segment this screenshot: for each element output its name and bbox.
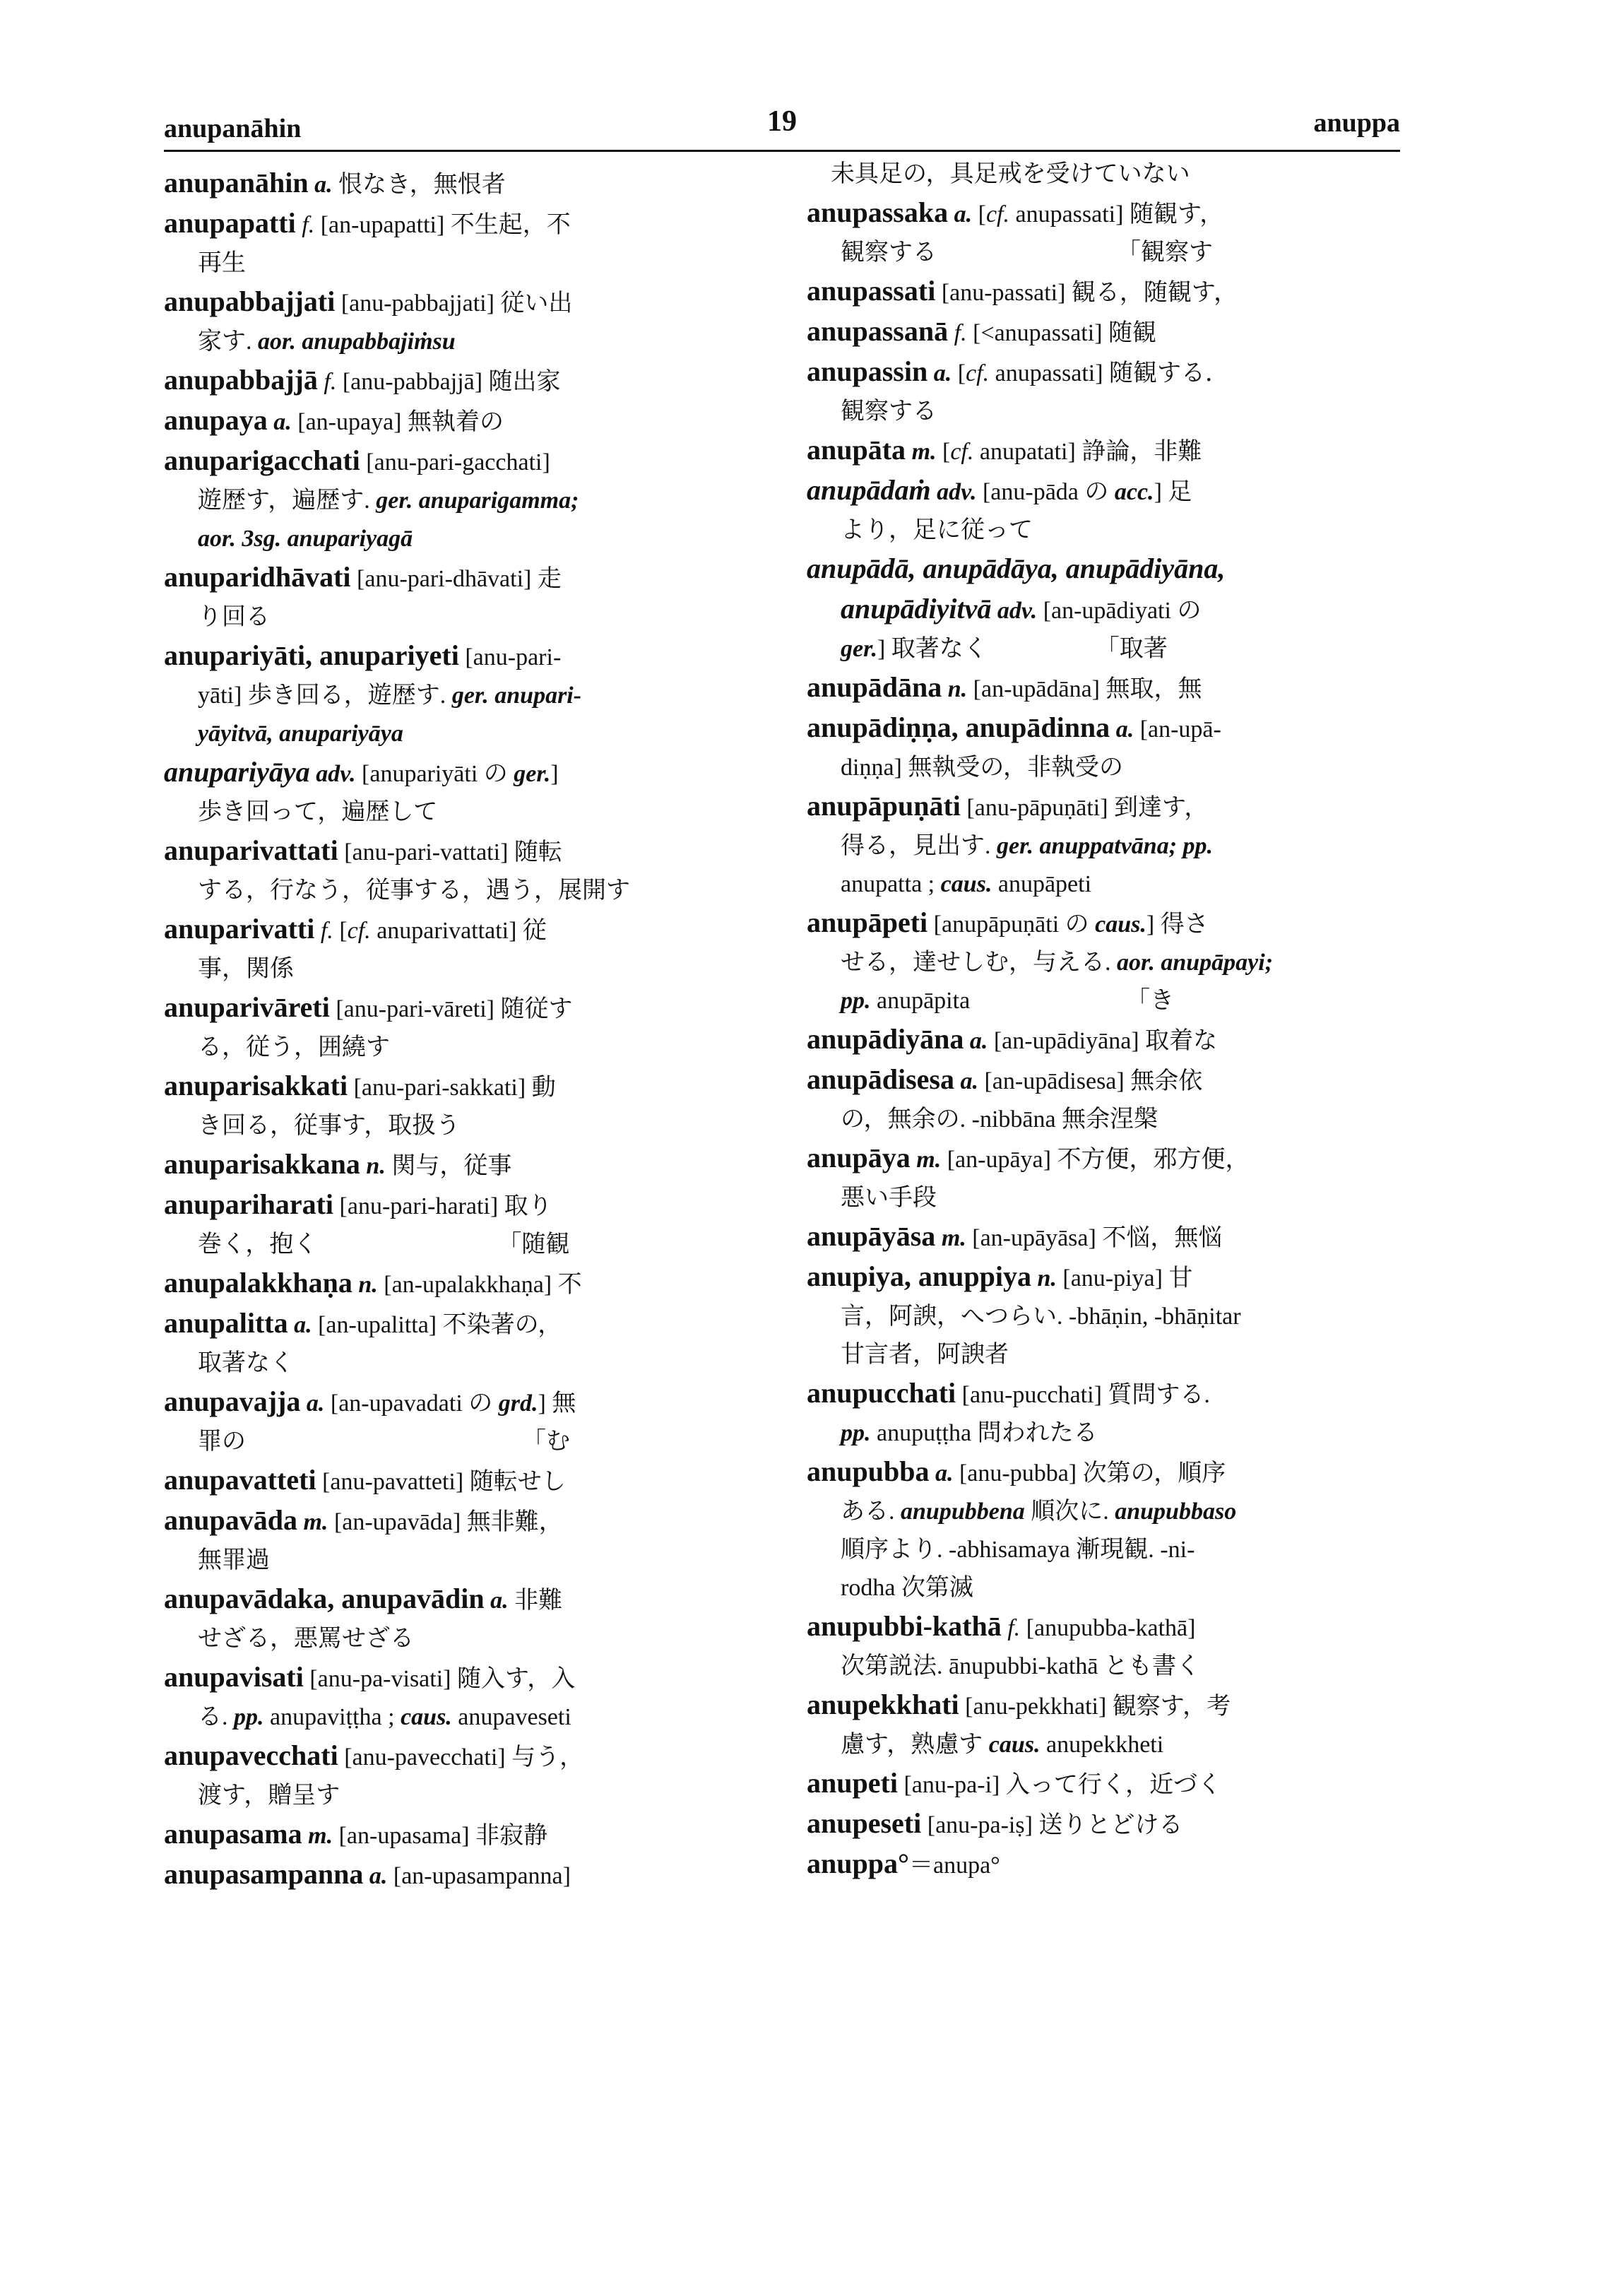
entry-line: anupiya, anuppiya n. [anu-piya] 甘 — [807, 1260, 1193, 1292]
dictionary-entry — [807, 1374, 1400, 1453]
entry-line: anupādiṇṇa, anupādinna a. [an-upā- — [807, 711, 1221, 743]
entry-continuation: 慮す，熟慮す caus. anupekkheti — [841, 1732, 1164, 1758]
dictionary-entry — [807, 787, 1400, 904]
right-column — [807, 155, 1400, 1885]
entry-line: anupassati [anu-passati] 観る，随観す， — [807, 275, 1238, 307]
dictionary-entry — [164, 401, 757, 442]
dictionary-entry — [164, 1383, 757, 1461]
entry-continuation: ger.] 取著なく 「取著 — [841, 636, 1168, 662]
entry-continuation: pp. anupāpita 「き — [841, 988, 1175, 1014]
left-column — [164, 164, 757, 1896]
entry-continuation: pp. anupuṭṭha 問われたる — [841, 1420, 1098, 1446]
entry-continuation: 家す. aor. anupabbajiṁsu — [198, 329, 456, 355]
dictionary-entry — [807, 194, 1400, 272]
dictionary-entry — [164, 1501, 757, 1580]
entry-line: anupādaṁ adv. [anu-pāda の acc.] 足 — [807, 474, 1192, 506]
entry-line: anupavatteti [anu-pavatteti] 随転せし — [164, 1464, 566, 1496]
dictionary-entry — [807, 709, 1400, 787]
entry-line: anupabbajjati [anu-pabbajjati] 従い出 — [164, 285, 573, 317]
entry-line: anuparivattati [anu-pari-vattati] 随転 — [164, 834, 562, 866]
entry-continuation: 歩き回って，遍歴して — [198, 799, 438, 825]
dictionary-entry — [807, 1217, 1400, 1258]
entry-line: anuparigacchati [anu-pari-gacchati] — [164, 444, 550, 476]
entry-continuation: anupatta ; caus. anupāpeti — [841, 871, 1092, 897]
dictionary-entry — [164, 1737, 757, 1815]
dictionary-entry — [807, 1258, 1400, 1374]
entry-line: anupāyāsa m. [an-upāyāsa] 不悩，無悩 — [807, 1220, 1223, 1252]
entry-line: anupassaka a. [cf. anupassati] 随観す， — [807, 196, 1224, 228]
entry-continuation: る，従う，囲繞す — [198, 1034, 390, 1060]
entry-line: anupasama m. [an-upasama] 非寂静 — [164, 1818, 548, 1850]
dictionary-entry — [164, 1855, 757, 1896]
entry-line: anupeti [anu-pa-i] 入って行く，近づく — [807, 1767, 1222, 1799]
dictionary-entry — [164, 1186, 757, 1264]
dictionary-entry — [807, 1453, 1400, 1607]
entry-continuation: する，行なう，従事する，遇う，展開す — [198, 877, 630, 904]
entry-line: anupekkhati [anu-pekkhati] 観察す，考 — [807, 1689, 1231, 1720]
entry-continuation: せざる，悪罵せざる — [198, 1626, 414, 1652]
entry-line: anupavecchati [anu-pavecchati] 与う， — [164, 1739, 584, 1771]
entry-line: anupaya a. [an-upaya] 無執着の — [164, 404, 504, 436]
entry-continuation: 渡す，贈呈す — [198, 1782, 340, 1809]
entry-line: anupapatti f. [an-upapatti] 不生起，不 — [164, 207, 571, 239]
dictionary-entry — [807, 1020, 1400, 1060]
entry-line: 未具足の，具足戒を受けていない — [807, 161, 1190, 187]
entry-line: anupavajja a. [an-upavadati の grd.] 無 — [164, 1385, 576, 1417]
entry-continuation: 言，阿諛，へつらい. -bhāṇin, -bhāṇitar — [841, 1303, 1241, 1330]
entry-continuation: 罪の 「む — [198, 1429, 570, 1455]
entry-continuation: 遊歴す，遍歴す. ger. anuparigamma; — [198, 487, 579, 514]
entry-continuation: き回る，従事す，取扱う — [198, 1113, 461, 1139]
entry-continuation: 次第説法. ānupubbi-kathā とも書く — [841, 1653, 1200, 1679]
dictionary-entry — [807, 1804, 1400, 1845]
entry-line: anupavādaka, anupavādin a. 非難 — [164, 1583, 563, 1614]
entry-line: anupariyāti, anupariyeti [anu-pari- — [164, 639, 562, 671]
entry-continuation: 得る，見出す. ger. anuppatvāna; pp. — [841, 833, 1214, 859]
entry-continuation: 無罪過 — [198, 1547, 270, 1573]
entry-line: anupariyāya adv. [anupariyāti の ger.] — [164, 756, 559, 788]
entry-continuation: 甘言者，阿諛者 — [841, 1342, 1009, 1368]
header-rule — [164, 150, 1400, 152]
dictionary-entry — [807, 1139, 1400, 1217]
dictionary-entry — [807, 550, 1400, 668]
left-guide-word: anupanāhin — [164, 114, 302, 143]
entry-line: anupavisati [anu-pa-visati] 随入す，入 — [164, 1661, 576, 1693]
page-number: 19 — [767, 105, 797, 138]
entry-line: anupubba a. [anu-pubba] 次第の，順序 — [807, 1455, 1226, 1487]
entry-line: anupāpeti [anupāpuṇāti の caus.] 得さ — [807, 906, 1209, 938]
entry-continuation: り回る — [198, 604, 270, 630]
entry-continuation: の，無余の. -nibbāna 無余涅槃 — [841, 1106, 1158, 1133]
dictionary-entry — [807, 155, 1400, 194]
entry-continuation: 観察する 「観察す — [841, 240, 1213, 266]
dictionary-entry — [164, 832, 757, 910]
right-guide-word: anuppa — [1313, 108, 1400, 138]
entry-continuation: より，足に従って — [841, 517, 1033, 543]
entry-continuation: 取著なく — [198, 1350, 294, 1376]
entry-continuation: yāyitvā, anupariyāya — [198, 721, 403, 747]
dictionary-entry — [164, 1264, 757, 1304]
dictionary-entry — [164, 442, 757, 558]
dictionary-entry — [164, 988, 757, 1067]
entry-continuation: 再生 — [198, 250, 246, 276]
entry-line: anupariharati [anu-pari-harati] 取り — [164, 1188, 552, 1220]
entry-continuation: 事，関係 — [198, 956, 294, 982]
entry-line: anupādāna n. [an-upādāna] 無取，無 — [807, 671, 1202, 703]
entry-line: anupanāhin a. 恨なき，無恨者 — [164, 167, 506, 199]
entry-line: anupasampanna a. [an-upasampanna] — [164, 1858, 571, 1890]
dictionary-entry — [164, 164, 757, 204]
entry-continuation: anupādiyitvā adv. [an-upādiyati の — [841, 593, 1202, 625]
entry-continuation: aor. 3sg. anupariyagā — [198, 526, 413, 552]
entry-line: anuppa°＝anupa° — [807, 1847, 1000, 1879]
dictionary-entry — [164, 204, 757, 283]
entry-continuation: rodha 次第滅 — [841, 1575, 973, 1601]
dictionary-entry — [807, 1686, 1400, 1764]
entry-continuation: 悪い手段 — [841, 1185, 937, 1211]
dictionary-entry — [807, 904, 1400, 1020]
entry-line: anupādā, anupādāya, anupādiyāna, — [807, 552, 1226, 584]
entry-line: anupalitta a. [an-upalitta] 不染著の， — [164, 1307, 562, 1339]
entry-continuation: yāti] 歩き回る，遊歴す. ger. anupari- — [198, 682, 582, 709]
dictionary-entry — [164, 753, 757, 832]
dictionary-entry — [164, 283, 757, 361]
dictionary-entry — [164, 1658, 757, 1737]
entry-line: anupabbajjā f. [anu-pabbajjā] 随出家 — [164, 364, 561, 396]
dictionary-entry — [164, 910, 757, 988]
entry-line: anuparisakkati [anu-pari-sakkati] 動 — [164, 1070, 556, 1101]
entry-line: anupādiyāna a. [an-upādiyāna] 取着な — [807, 1023, 1218, 1055]
entry-continuation: せる，達せしむ，与える. aor. anupāpayi; — [841, 950, 1274, 976]
entry-line: anupavāda m. [an-upavāda] 無非難， — [164, 1504, 563, 1536]
entry-line: anupādisesa a. [an-upādisesa] 無余依 — [807, 1063, 1203, 1095]
dictionary-entry — [807, 1764, 1400, 1804]
entry-line: anupāta m. [cf. anupatati] 諍論，非難 — [807, 434, 1202, 466]
entry-line: anupeseti [anu-pa-iṣ] 送りとどける — [807, 1807, 1183, 1839]
dictionary-entry — [807, 1607, 1400, 1686]
dictionary-entry — [807, 431, 1400, 471]
dictionary-entry — [164, 1580, 757, 1658]
dictionary-entry — [164, 1145, 757, 1186]
entry-line: anupalakkhaṇa n. [an-upalakkhaṇa] 不 — [164, 1267, 582, 1299]
dictionary-entry — [807, 353, 1400, 431]
entry-line: anuparisakkana n. 関与，従事 — [164, 1148, 512, 1180]
dictionary-entry — [164, 558, 757, 637]
dictionary-entry — [807, 471, 1400, 550]
dictionary-entry — [807, 668, 1400, 709]
dictionary-entry — [164, 637, 757, 753]
entry-line: anupucchati [anu-pucchati] 質問する. — [807, 1377, 1210, 1409]
entry-continuation: diṇṇa] 無執受の，非執受の — [841, 755, 1123, 781]
dictionary-entry — [164, 1461, 757, 1501]
entry-line: anupāya m. [an-upāya] 不方便，邪方便， — [807, 1142, 1250, 1173]
entry-line: anupassanā f. [<anupassati] 随観 — [807, 315, 1157, 347]
entry-line: anupubbi-kathā f. [anupubba-kathā] — [807, 1610, 1196, 1642]
entry-continuation: 巻く，抱く 「随観 — [198, 1231, 570, 1258]
dictionary-entry — [164, 361, 757, 401]
entry-line: anupassin a. [cf. anupassati] 随観する． — [807, 355, 1230, 387]
dictionary-entry — [807, 272, 1400, 312]
entry-continuation: 観察する — [841, 398, 937, 425]
entry-line: anuparidhāvati [anu-pari-dhāvati] 走 — [164, 561, 562, 593]
dictionary-entry — [807, 1845, 1400, 1885]
dictionary-entry — [164, 1067, 757, 1145]
dictionary-entry — [164, 1304, 757, 1383]
entry-line: anupāpuṇāti [anu-pāpuṇāti] 到達す， — [807, 790, 1209, 822]
entry-line: anuparivāreti [anu-pari-vāreti] 随従す — [164, 991, 573, 1023]
entry-continuation: 順序より. -abhisamaya 漸現観. -ni- — [841, 1537, 1195, 1563]
entry-line: anuparivatti f. [cf. anuparivattati] 従 — [164, 913, 547, 945]
entry-continuation: る. pp. anupaviṭṭha ; caus. anupaveseti — [198, 1704, 571, 1730]
dictionary-entry — [807, 312, 1400, 353]
entry-continuation: ある. anupubbena 順次に. anupubbaso — [841, 1498, 1237, 1525]
dictionary-entry — [807, 1060, 1400, 1139]
dictionary-entry — [164, 1815, 757, 1855]
running-head — [164, 105, 1400, 147]
